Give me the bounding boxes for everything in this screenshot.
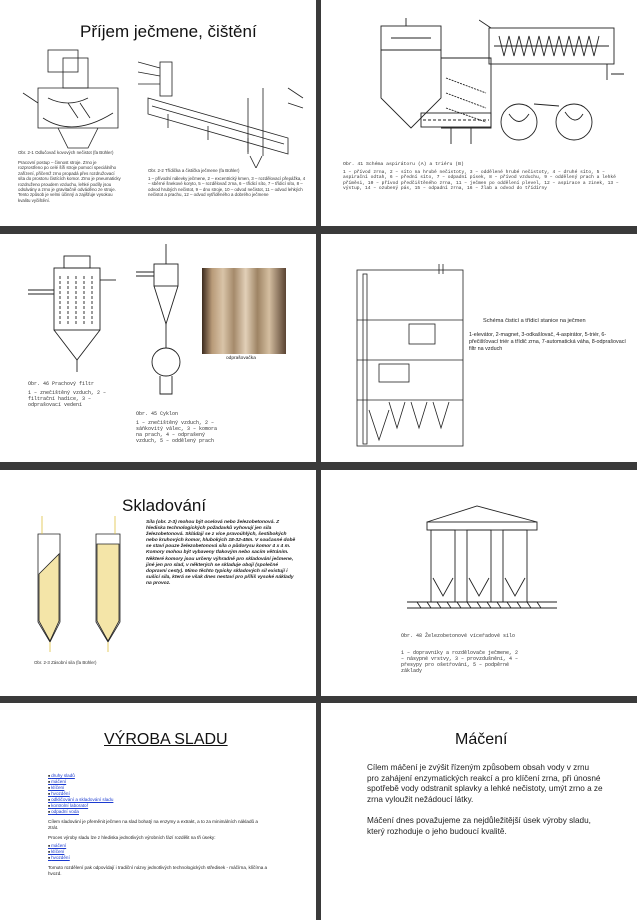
- metal-separator-diagram: [18, 48, 138, 154]
- concrete-silo-diagram: [407, 492, 557, 612]
- station-legend: 1-elevátor, 2-magnet, 3-odkašlovač, 4-aspirátor, 5-triér, 6-přečišťovací triér a třídič zrna, 7-automatická váha, 8-odprašovací filtr na vzduch: [469, 332, 626, 352]
- figure-caption: Obr. 41 Schéma aspirátoru (A) a triéru (B): [343, 162, 464, 167]
- slide-heading: Schéma čisticí a třídicí stanice na ječmen: [483, 318, 586, 324]
- figure-legend: 1 – přívod zrna, 2 – síto na hrubé nečistoty, 3 – oddělené hrubé nečistoty, 4 – druhé síto, 5 – aspirační odtah, 6 – přední síto, 7 – odpadní písek, 8 – přívod vzduchu, 9 – oddělený prach a lehké příměsi, 10 – přívod předčištěného zrna, 11 – ječmen po oddělení plevel, 12 – aspirace a zinek, 13 – výstup, 14 – ozubený pás, 15 – odpadní zrna, 16 – žlab a odvod do třídírny: [343, 170, 619, 192]
- figure-legend: 1 – dopravníky a rozdělovače ječmene, 2 – násypné vrstvy, 3 – provzdušnění, 4 – přesypy pro ošetřování, 5 – podpěrné základy: [401, 650, 519, 674]
- slide-title: Skladování: [122, 496, 207, 515]
- phase-links: [48, 843, 168, 861]
- slide-title: Máčení: [455, 731, 508, 748]
- figure-caption: Obr. 2-3 Zásobní sila (fa Bühler): [34, 660, 97, 665]
- steeping-importance: Máčení dnes považujeme za nejdůležitější úsek výroby sladu, který rozhoduje o jeho budoucí kvalitě.: [367, 816, 591, 836]
- slide-aspirator-trier: [321, 0, 637, 226]
- link-phase-germination[interactable]: ■ klíčení: [48, 849, 168, 855]
- cyclone-caption: Obr. 45 Cyklon: [136, 411, 179, 417]
- filter-legend: 1 – znečištěný vzduch, 2 – filtrační hadice, 3 – odprašovací vedení: [28, 390, 107, 408]
- cyclone-diagram: [136, 244, 196, 404]
- link-germination[interactable]: ■ klíčení: [48, 785, 208, 791]
- link-laboratory[interactable]: ■ kontrolní laboratoř: [48, 803, 208, 809]
- trier-diagram: [479, 14, 629, 154]
- slide-barley-intake: [0, 0, 316, 226]
- photo-label: odprašovačka: [226, 356, 256, 361]
- slide-steeping: [321, 703, 637, 920]
- phases-paragraph: Proces výroby sladu lze z hlediska jednotlivých výrobních fází rozdělit na tři úseky:: [48, 835, 216, 840]
- intro-paragraph: Cílem sladování je přeměnit ječmen na slad bohatý na enzymy a extrakt, a to za minimálních nákladů a ztrát.: [48, 819, 258, 830]
- cleaning-station-diagram: [349, 260, 469, 450]
- link-malt-types[interactable]: ■ druhy sladů: [48, 773, 208, 779]
- names-paragraph: Tomuto rozdělení pak odpovídají i tradiční názvy jednotlivých technologických středisek - máčírna, klíčírna a hvozd.: [48, 865, 268, 876]
- link-kilning[interactable]: ■ hvozdění: [48, 791, 208, 797]
- figure-caption-right: Obr. 2-2 Třídička a čistička ječmene (fa Bühler): [148, 168, 240, 173]
- link-phase-steeping[interactable]: ■ máčení: [48, 843, 168, 849]
- slide-dust-filter: [0, 234, 316, 462]
- slide-title: Příjem ječmene, čištění: [80, 22, 257, 41]
- slide-malt-production: [0, 703, 316, 920]
- link-steeping[interactable]: ■ máčení: [48, 779, 208, 785]
- slide-cleaning-station: [321, 234, 637, 462]
- description-right: 1 – přívodní nálevky ječmene, 2 – excentrický kmen, 3 – rozdělovací přepážka, 4 – sběrné šnekové koryto, 5 – rozdělovač zrna, 6 – třídicí síto, 7 – třídicí síto, 8 – odvod hrubých nečistot, 9 – dno stroje, 10 – odvod nečistot, 11 – odvod lehkých nečistot a prachu, 12 – odvod vytříděného a dobrého ječmene: [148, 176, 306, 198]
- topic-links: [48, 773, 208, 815]
- grader-cleaner-diagram: [138, 58, 308, 168]
- storage-text: Sila (obr. 2-3) mohou být ocelová nebo železobetonová. Z hlediska technologických požadavků vyhovují jen sila železobetonová. Skládají se z více pravoúhlých, šestibokých nebo kruhových komor, hlubokých 18-32-45m. V současné době se staví pouze železobetonová sila o půdorysu komor 4 x 4 m. Komory mohou být vybaveny tlakovým nebo sacím větráním. Některé komory jsou určeny výhradně pro skladování ječmene, jiné jen pro slad, v některých se skladuje obojí (společné dopravní cesty). Mimo těchto typicky skladových sil existují i sušicí sila, která se však dnes nestaví pro příliš vysoké náklady na provoz.: [146, 520, 296, 586]
- link-phase-kilning[interactable]: ■ hvozdění: [48, 855, 168, 861]
- silo-diagram: [30, 514, 130, 654]
- description-left: Pracovní postup – činnost stroje. Zrno je rozprostřeno po celé šíři stroje pomocí speciálního zařízení, přičemž zrno propadá přes rozdružovací síta do prostoru čistících komor. Zrno je pneumaticky rozdruženo proudem vzduchu, lehké podíly jsou odsávány a zrno je gravitačně odváděno ze stroje. Tento způsob je velmi účinný a zajišťuje vysokou kvalitu vyčištění.: [18, 160, 121, 203]
- cyclone-legend: 1 – znečištěný vzduch, 2 – sáňkovitý válec, 3 – komora na prach, 4 – odprašený vzduch, 5 – oddělený prach: [136, 420, 218, 444]
- steeping-goal: Cílem máčení je zvýšit řízeným způsobem obsah vody v zrnu pro zahájení enzymatických reakcí a pro klíčení zrna, při únosné spotřebě vody odstranit splavky a lehké nečistoty, umýt zrno a ze zrna vyloužit nežádoucí látky.: [367, 763, 603, 804]
- slide-storage: [0, 470, 316, 696]
- link-wastewater[interactable]: ■ odpadní voda: [48, 809, 208, 815]
- slide-title: VÝROBA SLADU: [104, 731, 228, 748]
- filter-caption: Obr. 46 Prachový filtr: [28, 381, 95, 387]
- figure-caption-left: Obr. 2-1 Odlučovač kovových nečistot (fa Bühler): [18, 150, 114, 155]
- dust-extractor-photo: [202, 268, 286, 354]
- figure-caption: Obr. 48 Železobetonové víceřadové silo: [401, 633, 516, 639]
- dust-filter-diagram: [28, 250, 118, 380]
- link-storage[interactable]: ■ odkličování a skladování sladu: [48, 797, 208, 803]
- slide-concrete-silo: [321, 470, 637, 696]
